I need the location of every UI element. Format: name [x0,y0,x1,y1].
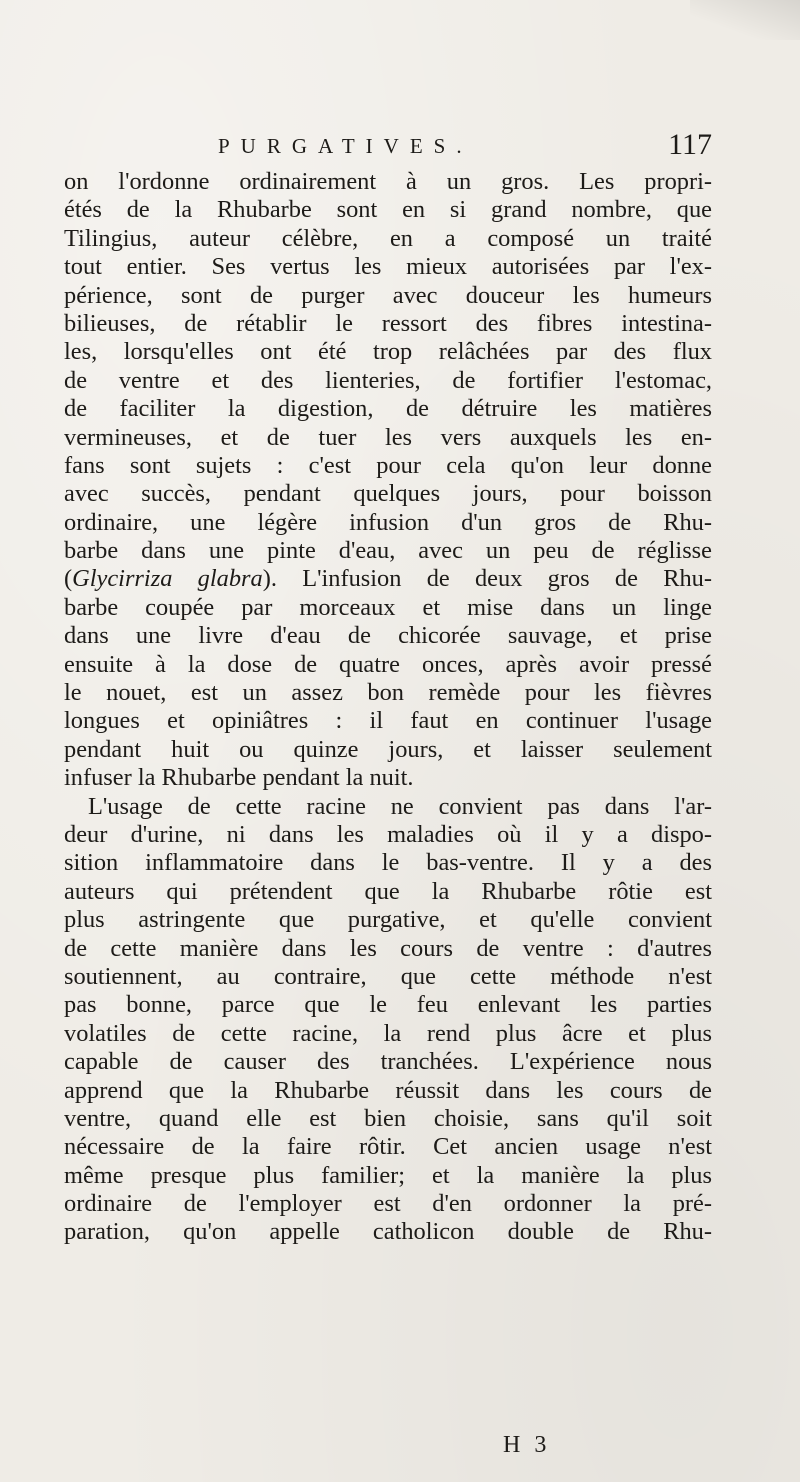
text-line: même presque plus familier; et la manière la plus [64,1161,712,1189]
text-line: volatiles de cette racine, la rend plus âcre et plus [64,1019,712,1047]
text-line: plus astringente que purgative, et qu'elle convient [64,906,712,934]
page-number: 117 [668,128,712,161]
text-line: ordinaire de l'employer est d'en ordonner la pré- [64,1190,712,1218]
text-line: de cette manière dans les cours de ventre : d'autres [64,934,712,962]
text-line: nécessaire de la faire rôtir. Cet ancien usage n'est [64,1133,712,1161]
text-line: capable de causer des tranchées. L'expérience nous [64,1048,712,1076]
latin-plant-name: Glycirriza glabra [72,565,263,593]
text-line: Tilingius, auteur célèbre, en a composé un traité [64,224,712,252]
line-continuation: ). L'infusion de deux gros de Rhu- [262,565,712,593]
text-line: tout entier. Ses vertus les mieux autorisées par l'ex- [64,253,712,281]
body-text [64,168,712,1247]
text-line: bilieuses, de rétablir le ressort des fibres intestina- [64,309,712,337]
text-line: pas bonne, parce que le feu enlevant les parties [64,991,712,1019]
text-line: paration, qu'on appelle catholicon double de Rhu- [64,1218,712,1246]
text-line: ventre, quand elle est bien choisie, sans qu'il soit [64,1104,712,1132]
text-line: le nouet, est un assez bon remède pour les fièvres [64,679,712,707]
text-line: sition inflammatoire dans le bas-ventre. Il y a des [64,849,712,877]
text-line: ensuite à la dose de quatre onces, après avoir pressé [64,650,712,678]
text-line: de faciliter la digestion, de détruire les matières [64,395,712,423]
text-line: ordinaire, une légère infusion d'un gros de Rhu- [64,508,712,536]
open-parenthesis: ( [64,565,73,593]
text-line: pendant huit ou quinze jours, et laisser seulement [64,735,712,763]
text-line: périence, sont de purger avec douceur les humeurs [64,281,712,309]
page-corner-shadow [690,0,800,40]
text-line: barbe coupée par morceaux et mise dans un linge [64,593,712,621]
text-line: soutiennent, au contraire, que cette méthode n'est [64,962,712,990]
text-line: dans une livre d'eau de chicorée sauvage, et prise [64,622,712,650]
paragraph-end-line: infuser la Rhubarbe pendant la nuit. [64,764,414,792]
text-line: barbe dans une pinte d'eau, avec un peu de réglisse [64,537,712,565]
text-line-with-latin-name [64,565,712,593]
text-line: longues et opiniâtres : il faut en continuer l'usage [64,707,712,735]
printer-signature-mark: H 3 [503,1432,551,1458]
text-line: apprend que la Rhubarbe réussit dans les cours de [64,1076,712,1104]
paragraph-start-line: L'usage de cette racine ne convient pas dans l'ar- [88,792,712,820]
text-line: fans sont sujets : c'est pour cela qu'on leur donne [64,451,712,479]
text-line: étés de la Rhubarbe sont en si grand nombre, que [64,196,712,224]
running-title: PURGATIVES. [218,134,473,158]
text-line: les, lorsqu'elles ont été trop relâchées par des flux [64,338,712,366]
text-line: deur d'urine, ni dans les maladies où il y a dispo- [64,820,712,848]
text-line: avec succès, pendant quelques jours, pour boisson [64,480,712,508]
text-line: vermineuses, et de tuer les vers auxquels les en- [64,423,712,451]
text-line: auteurs qui prétendent que la Rhubarbe rôtie est [64,877,712,905]
running-head [62,128,712,162]
text-line: de ventre et des lienteries, de fortifier l'estomac, [64,366,712,394]
text-line: on l'ordonne ordinairement à un gros. Les propri- [64,168,712,195]
